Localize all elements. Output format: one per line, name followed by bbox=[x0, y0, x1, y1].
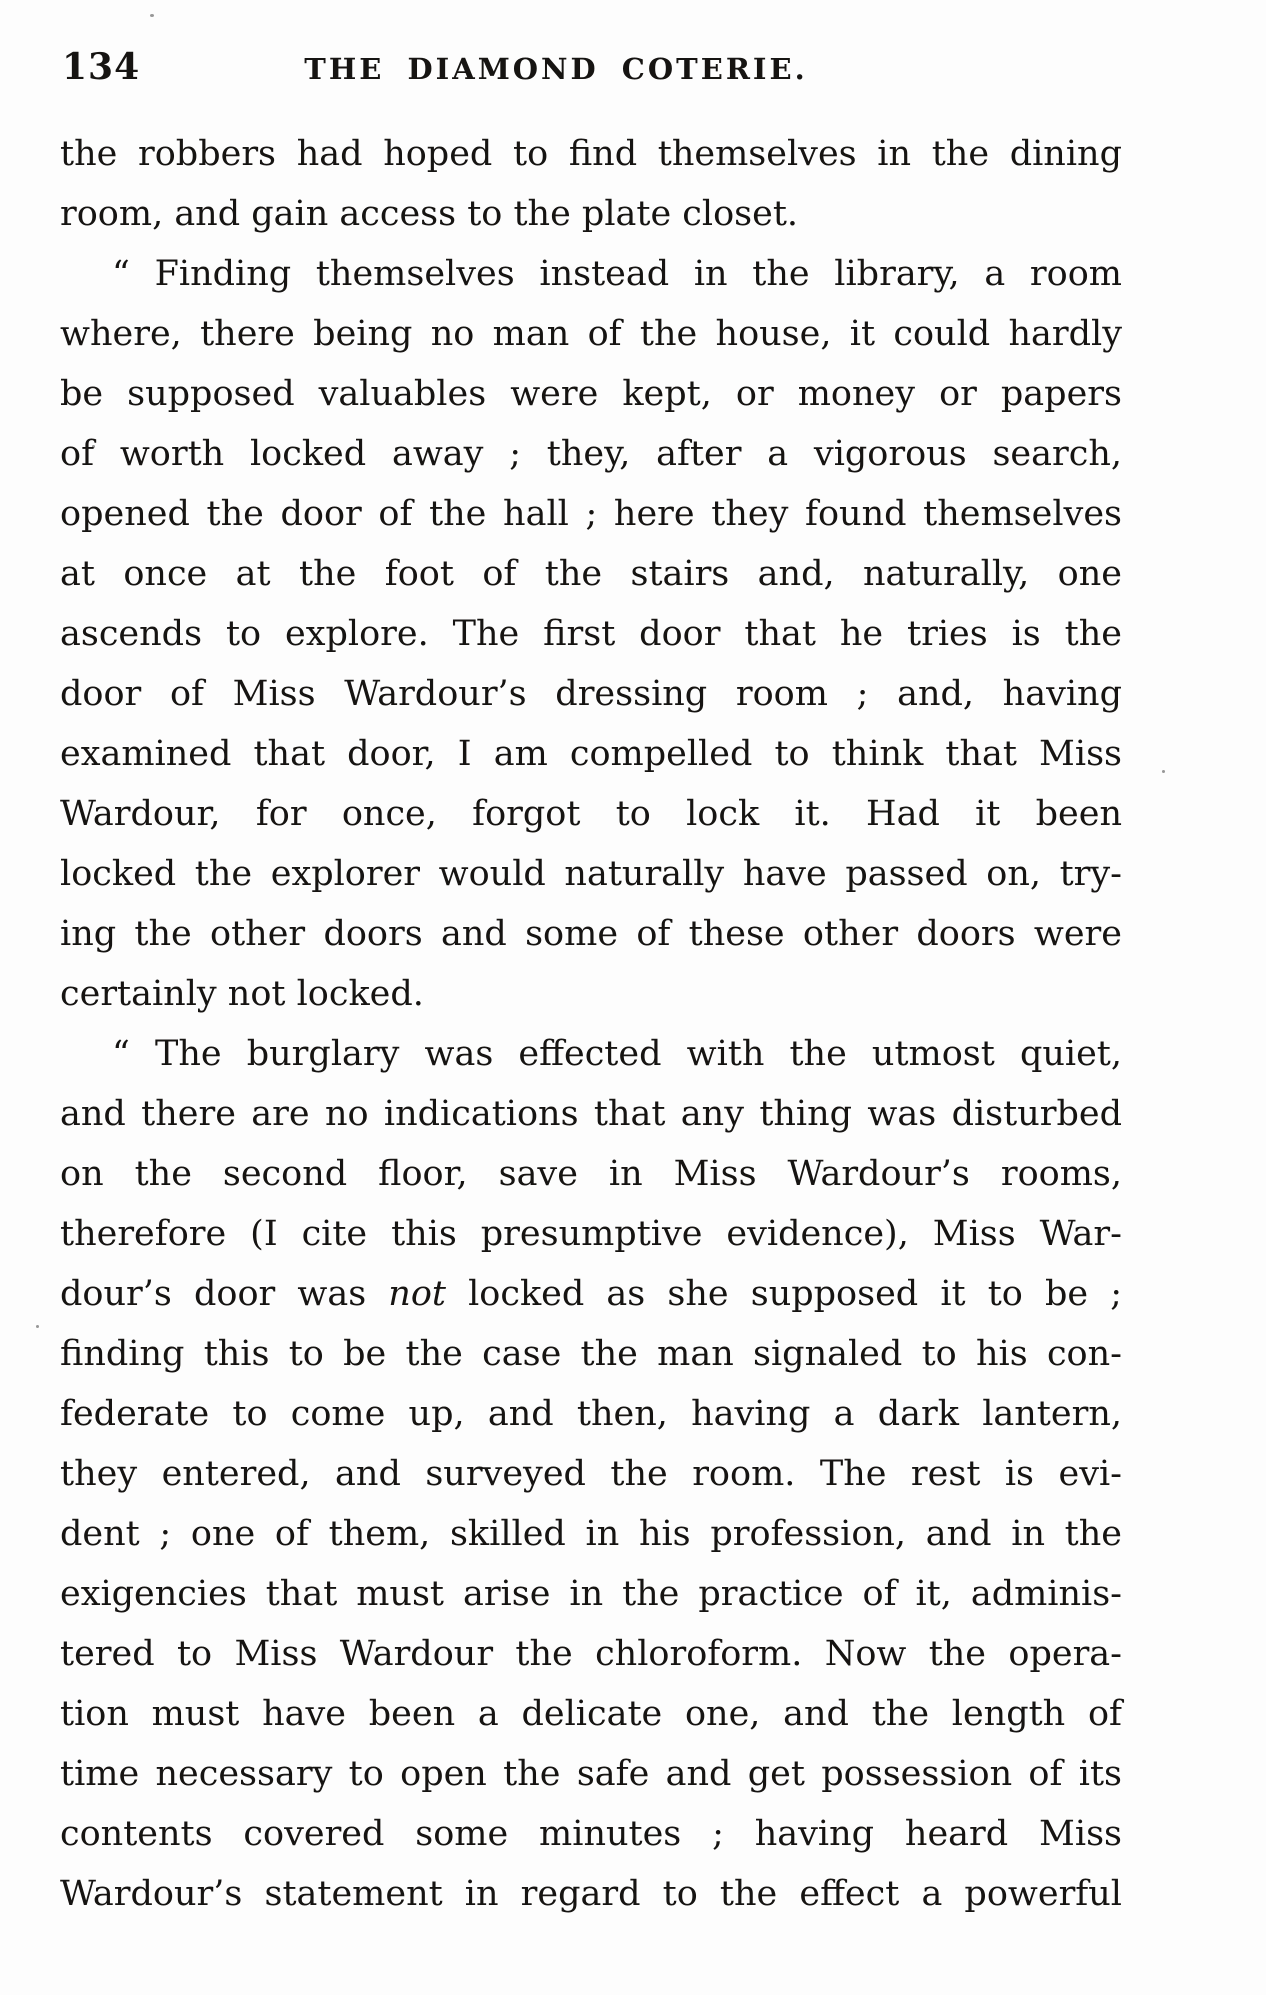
text-segment: locked as she supposed it to be ; bbox=[445, 1274, 1123, 1314]
running-head bbox=[60, 46, 1122, 96]
text-line bbox=[60, 1504, 1122, 1564]
text-segment: ing the other doors and some of these other doors were bbox=[60, 914, 1122, 954]
text-segment: “ The burglary was effected with the utmost quiet, bbox=[112, 1034, 1122, 1074]
text-segment: contents covered some minutes ; having heard Miss bbox=[60, 1814, 1122, 1854]
text-line bbox=[60, 424, 1122, 484]
text-segment: they entered, and surveyed the room. The rest is evi- bbox=[60, 1454, 1122, 1494]
text-line bbox=[60, 1804, 1122, 1864]
text-segment: dent ; one of them, skilled in his profession, and in the bbox=[60, 1514, 1122, 1554]
text-segment: Wardour’s statement in regard to the effect a powerful bbox=[60, 1874, 1122, 1914]
text-segment: and there are no indications that any thing was disturbed bbox=[60, 1094, 1122, 1134]
text-segment: finding this to be the case the man signaled to his con- bbox=[60, 1334, 1122, 1374]
text-line bbox=[60, 844, 1122, 904]
text-line bbox=[60, 964, 1122, 1024]
text-line bbox=[60, 1144, 1122, 1204]
text-line bbox=[60, 1204, 1122, 1264]
text-line bbox=[60, 1564, 1122, 1624]
text-line bbox=[60, 1684, 1122, 1744]
page-content bbox=[60, 46, 1122, 1924]
text-segment: door of Miss Wardour’s dressing room ; and, having bbox=[60, 674, 1122, 714]
text-segment: tion must have been a delicate one, and the length of bbox=[60, 1694, 1122, 1734]
text-line bbox=[60, 784, 1122, 844]
text-segment: where, there being no man of the house, it could hardly bbox=[60, 314, 1122, 354]
text-line bbox=[60, 544, 1122, 604]
scan-speck bbox=[150, 14, 154, 17]
text-segment: examined that door, I am compelled to think that Miss bbox=[60, 734, 1122, 774]
page-number: 134 bbox=[62, 46, 141, 88]
text-segment: ascends to explore. The first door that he tries is the bbox=[60, 614, 1122, 654]
text-segment: opened the door of the hall ; here they found themselves bbox=[60, 494, 1122, 534]
text-segment: therefore (I cite this presumptive evidence), Miss War- bbox=[60, 1214, 1122, 1254]
text-line bbox=[60, 1024, 1122, 1084]
text-segment: Wardour, for once, forgot to lock it. Had it been bbox=[60, 794, 1122, 834]
text-segment: time necessary to open the safe and get possession of its bbox=[60, 1754, 1122, 1794]
text-line bbox=[60, 1744, 1122, 1804]
text-segment: exigencies that must arise in the practice of it, adminis- bbox=[60, 1574, 1122, 1614]
text-line bbox=[60, 1444, 1122, 1504]
text-line bbox=[60, 484, 1122, 544]
text-segment: the robbers had hoped to find themselves in the dining bbox=[60, 134, 1122, 174]
text-segment: federate to come up, and then, having a dark lantern, bbox=[60, 1394, 1122, 1434]
text-segment: certainly not locked. bbox=[60, 974, 424, 1014]
text-line bbox=[60, 1264, 1122, 1324]
text-segment: room, and gain access to the plate closet. bbox=[60, 194, 799, 234]
running-title: THE DIAMOND COTERIE. bbox=[304, 52, 808, 86]
text-line bbox=[60, 304, 1122, 364]
text-line bbox=[60, 1384, 1122, 1444]
italic-word: not bbox=[388, 1274, 446, 1314]
text-line bbox=[60, 124, 1122, 184]
text-line bbox=[60, 184, 1122, 244]
text-segment: locked the explorer would naturally have passed on, try- bbox=[60, 854, 1122, 894]
body-text bbox=[60, 124, 1122, 1924]
text-segment: on the second floor, save in Miss Wardour’s rooms, bbox=[60, 1154, 1122, 1194]
text-line bbox=[60, 364, 1122, 424]
text-segment: at once at the foot of the stairs and, naturally, one bbox=[60, 554, 1122, 594]
text-line bbox=[60, 244, 1122, 304]
text-line bbox=[60, 1624, 1122, 1684]
scan-speck bbox=[1162, 770, 1165, 773]
text-segment: tered to Miss Wardour the chloroform. Now the opera- bbox=[60, 1634, 1122, 1674]
text-line bbox=[60, 664, 1122, 724]
text-segment: dour’s door was bbox=[60, 1274, 389, 1314]
text-line bbox=[60, 724, 1122, 784]
scan-speck bbox=[36, 1325, 39, 1328]
text-line bbox=[60, 1864, 1122, 1924]
text-line bbox=[60, 904, 1122, 964]
text-segment: be supposed valuables were kept, or money or papers bbox=[60, 374, 1122, 414]
text-segment: of worth locked away ; they, after a vigorous search, bbox=[60, 434, 1122, 474]
text-line bbox=[60, 604, 1122, 664]
text-line bbox=[60, 1084, 1122, 1144]
text-segment: “ Finding themselves instead in the library, a room bbox=[112, 254, 1122, 294]
text-line bbox=[60, 1324, 1122, 1384]
